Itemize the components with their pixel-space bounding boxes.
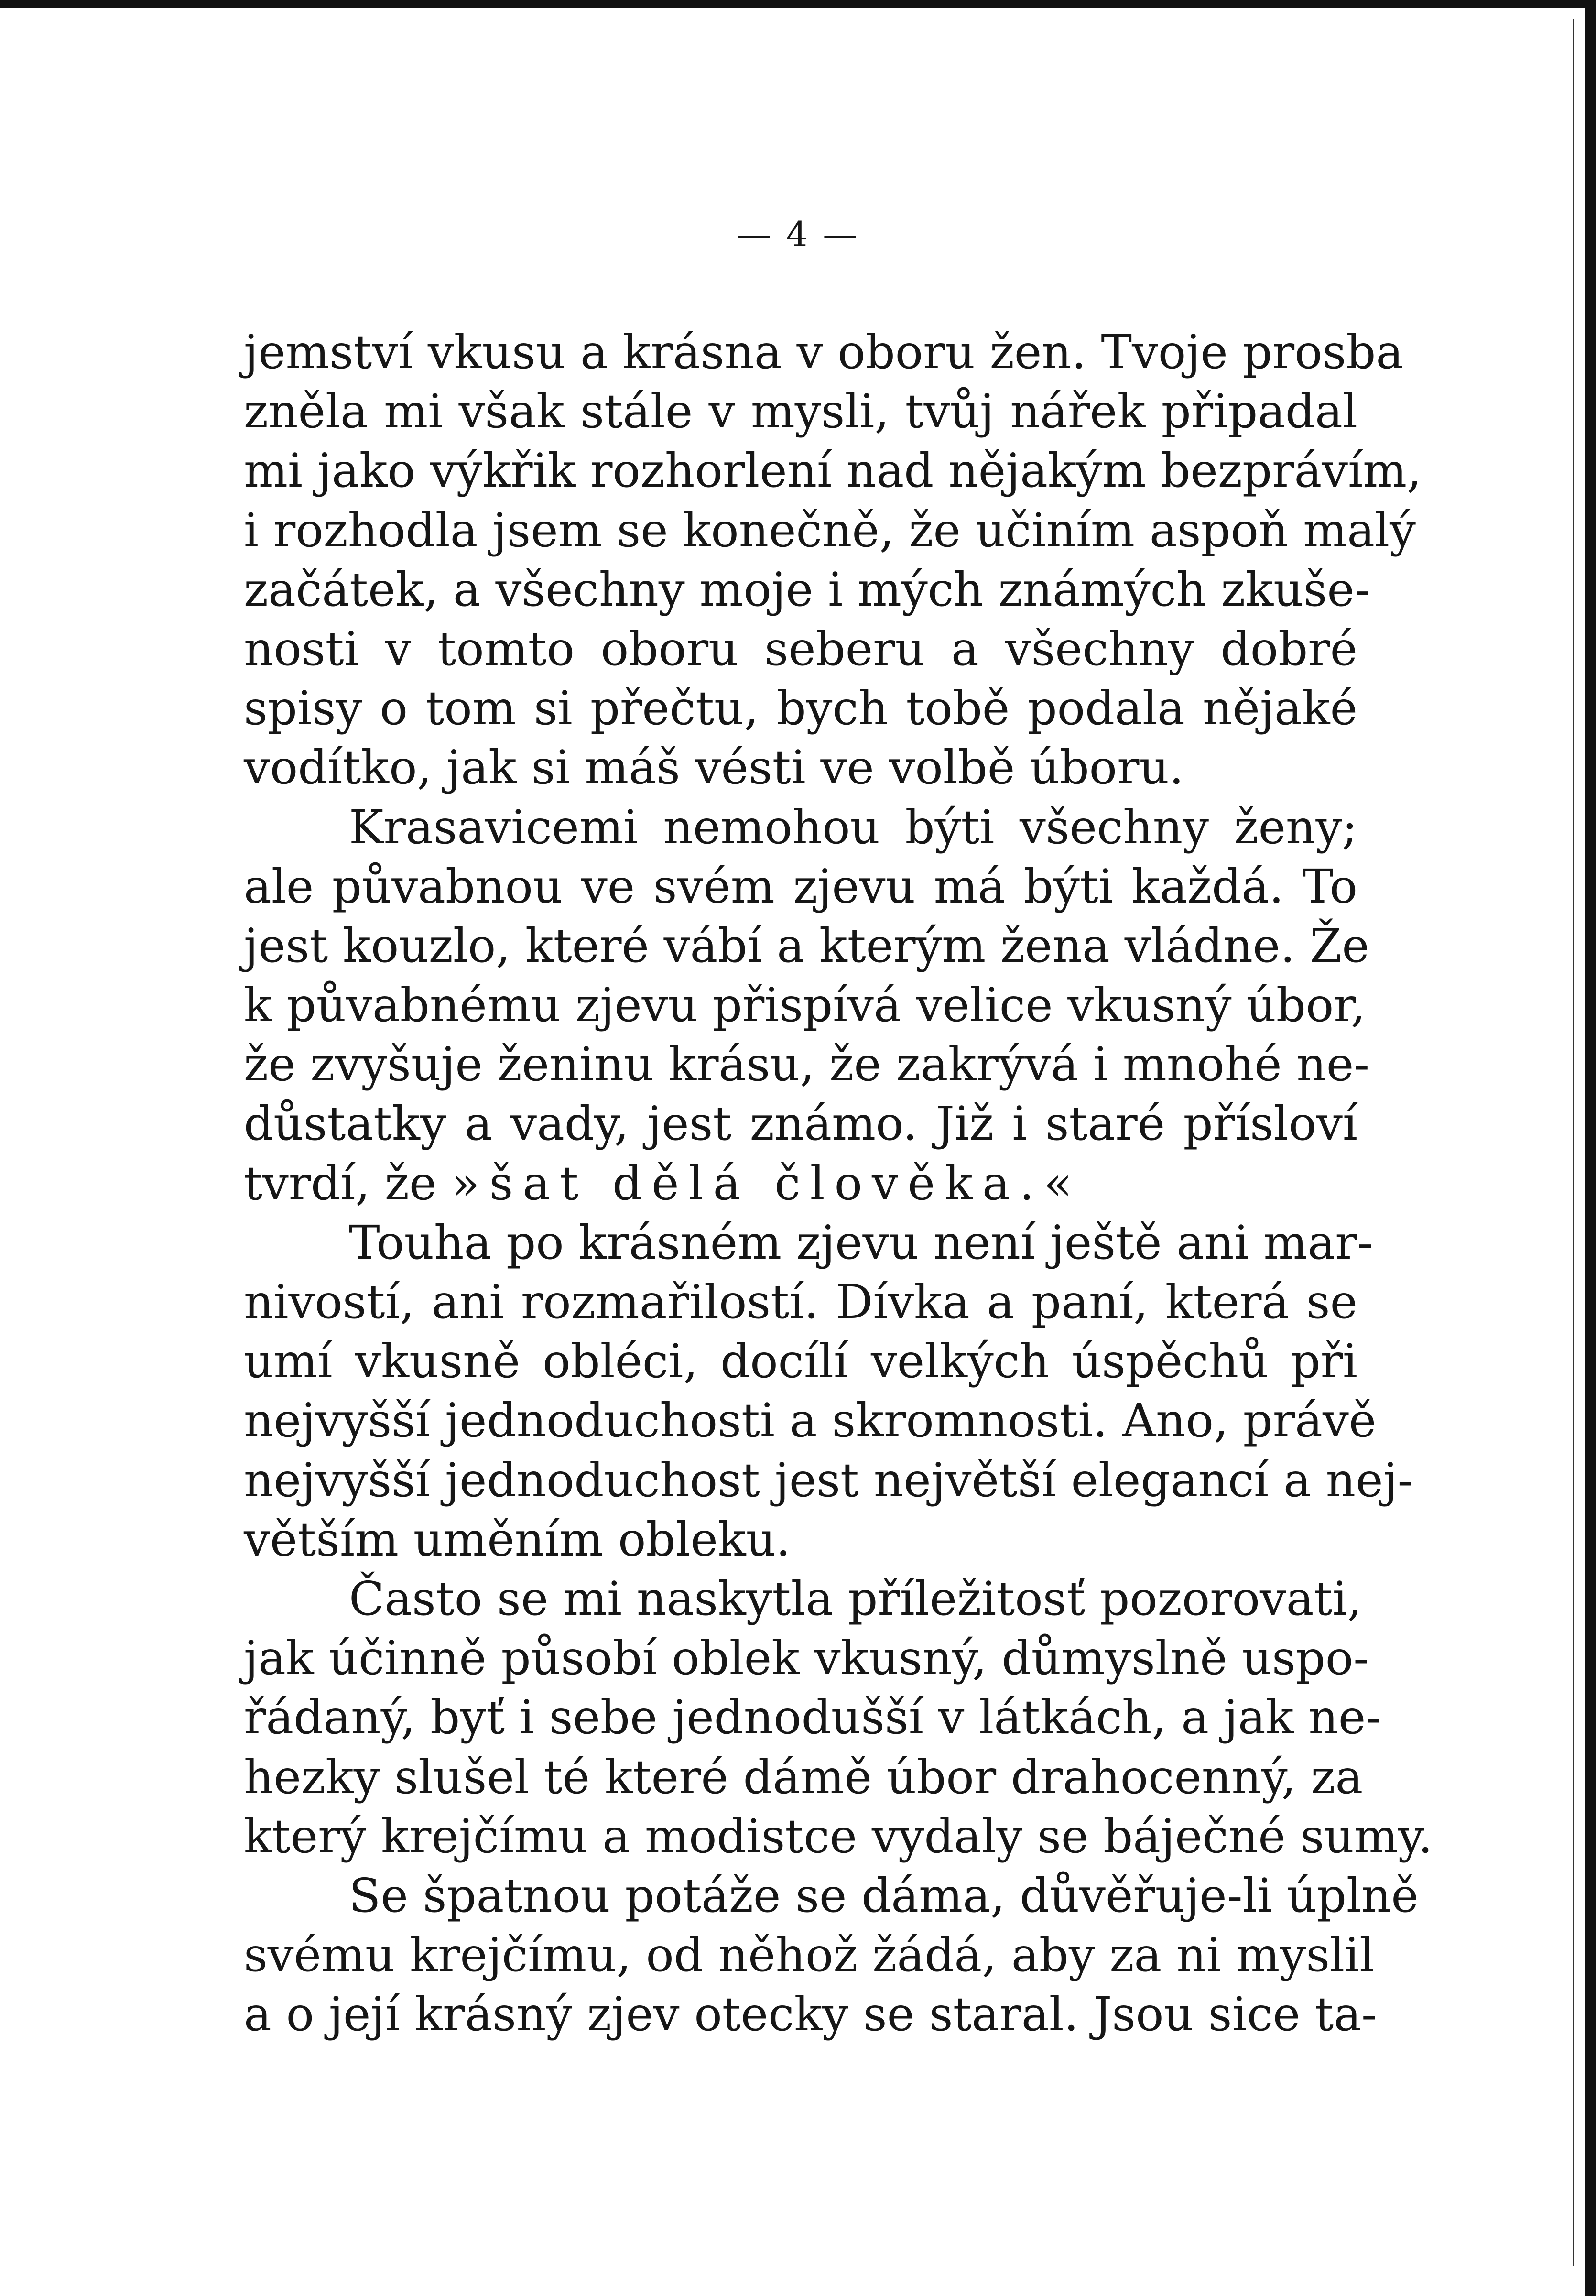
text-line: Touha po krásném zjevu není ještě ani mar- <box>349 1215 1373 1270</box>
text-line: svému krejčímu, od něhož žádá, aby za ni myslil <box>244 1928 1375 1982</box>
scan-border-right <box>1585 0 1596 2296</box>
text-line <box>244 1154 1357 1213</box>
text-line: i rozhodla jsem se konečně, že učiním aspoň malý <box>244 503 1416 557</box>
text-line: Krasavicemi nemohou býti všechny ženy; <box>349 800 1357 854</box>
text-line: vodítko, jak si máš vésti ve volbě úboru. <box>244 740 1184 795</box>
body-text <box>244 323 1433 2044</box>
text-line: nejvyšší jednoduchosti a skromnosti. Ano, právě <box>244 1393 1377 1448</box>
page-binding-line <box>1573 19 1574 2266</box>
text-line: umí vkusně obléci, docílí velkých úspěchů při <box>244 1334 1357 1389</box>
text-line: hezky slušel té které dámě úbor drahocenný, za <box>244 1750 1363 1804</box>
paragraph <box>244 1213 1413 1569</box>
text-line: zněla mi však stále v mysli, tvůj nářek připadal <box>244 384 1357 439</box>
text-line: k půvabnému zjevu přispívá velice vkusný úbor, <box>244 978 1366 1033</box>
text-line: že zvyšuje ženinu krásu, že zakrývá i mnohé ne- <box>244 1037 1370 1092</box>
text-line: Se špatnou potáže se dáma, důvěřuje-li úplně <box>349 1868 1419 1923</box>
text-line: nivostí, ani rozmařilostí. Dívka a paní, která se <box>244 1275 1357 1329</box>
page-number: — 4 — <box>737 214 859 254</box>
text-line: nejvyšší jednoduchost jest největší elegancí a nej- <box>244 1453 1413 1507</box>
emphasized-quote: »šat dělá člověka.« <box>451 1156 1082 1210</box>
text-line: mi jako výkřik rozhorlení nad nějakým bezprávím, <box>244 444 1422 498</box>
text-line: jemství vkusu a krásna v oboru žen. Tvoje prosba <box>244 325 1404 379</box>
text-line: nosti v tomto oboru seberu a všechny dobré <box>244 621 1357 676</box>
text-line: jest kouzlo, které vábí a kterým žena vládne. Že <box>244 918 1369 973</box>
scan-border-top <box>0 0 1596 8</box>
line-text: tvrdí, že <box>244 1156 437 1210</box>
text-line: Často se mi naskytla příležitosť pozorovati, <box>349 1571 1362 1626</box>
text-line: větším uměním obleku. <box>244 1512 791 1567</box>
text-line: ale půvabnou ve svém zjevu má býti každá. To <box>244 859 1357 914</box>
text-line: řádaný, byť i sebe jednodušší v látkách, a jak ne- <box>244 1690 1382 1745</box>
text-line: začátek, a všechny moje i mých známých zkuše- <box>244 562 1370 617</box>
paragraph <box>244 323 1422 798</box>
text-line: jak účinně působí oblek vkusný, důmyslně uspo- <box>244 1631 1369 1686</box>
text-line: spisy o tom si přečtu, bych tobě podala nějaké <box>244 681 1357 736</box>
text-line: který krejčímu a modistce vydaly se báječné sumy. <box>244 1809 1433 1863</box>
text-line: a o její krásný zjev otecky se staral. Jsou sice ta- <box>244 1987 1377 2042</box>
paragraph <box>244 1866 1419 2045</box>
paragraph <box>244 798 1370 1213</box>
paragraph <box>244 1569 1433 1866</box>
text-line: důstatky a vady, jest známo. Již i staré přísloví <box>244 1097 1357 1151</box>
